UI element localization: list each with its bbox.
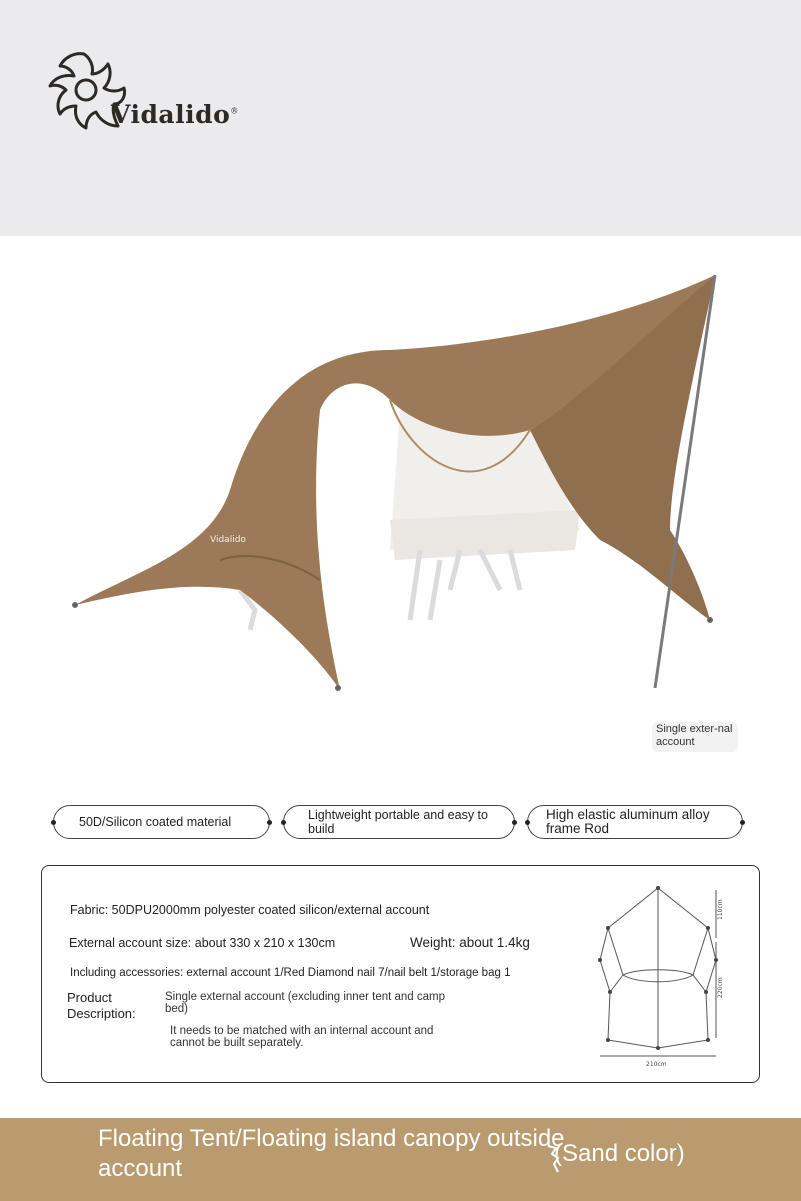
spec-note: It needs to be matched with an internal account and cannot be built separately. — [170, 1025, 434, 1049]
spec-accessories: Including accessories: external account 1/Red Diamond nail 7/nail belt 1/storage bag 1 — [70, 967, 511, 979]
tent-product-image — [60, 260, 740, 710]
image-caption: Single exter-nal account — [652, 722, 738, 752]
brand-name: Vidalido® — [111, 100, 239, 129]
spec-description: Single external account (excluding inner tent and camp bed) — [165, 991, 446, 1015]
feature-pill-material: 50D/Silicon coated material — [53, 805, 270, 839]
spec-weight: Weight: about 1.4kg — [410, 935, 530, 950]
spec-size: External account size: about 330 x 210 x 130cm — [69, 936, 336, 950]
diagram-width-label: 210cm — [646, 1061, 667, 1068]
spec-description-label: Product Description: — [67, 990, 136, 1021]
diagram-side-label: 220cm — [717, 977, 724, 998]
product-color: (Sand color) — [554, 1140, 685, 1167]
product-title: Floating Tent/Floating island canopy outside account — [98, 1125, 565, 1182]
feature-pill-portable: Lightweight portable and easy to build — [283, 805, 515, 839]
feature-pill-frame: High elastic aluminum alloy frame Rod — [527, 805, 743, 839]
diagram-top-label: 110cm — [717, 899, 724, 920]
spec-fabric: Fabric: 50DPU2000mm polyester coated silicon/external account — [70, 903, 430, 917]
svg-text:Vidalido: Vidalido — [210, 535, 246, 545]
dimension-diagram — [588, 880, 728, 1070]
